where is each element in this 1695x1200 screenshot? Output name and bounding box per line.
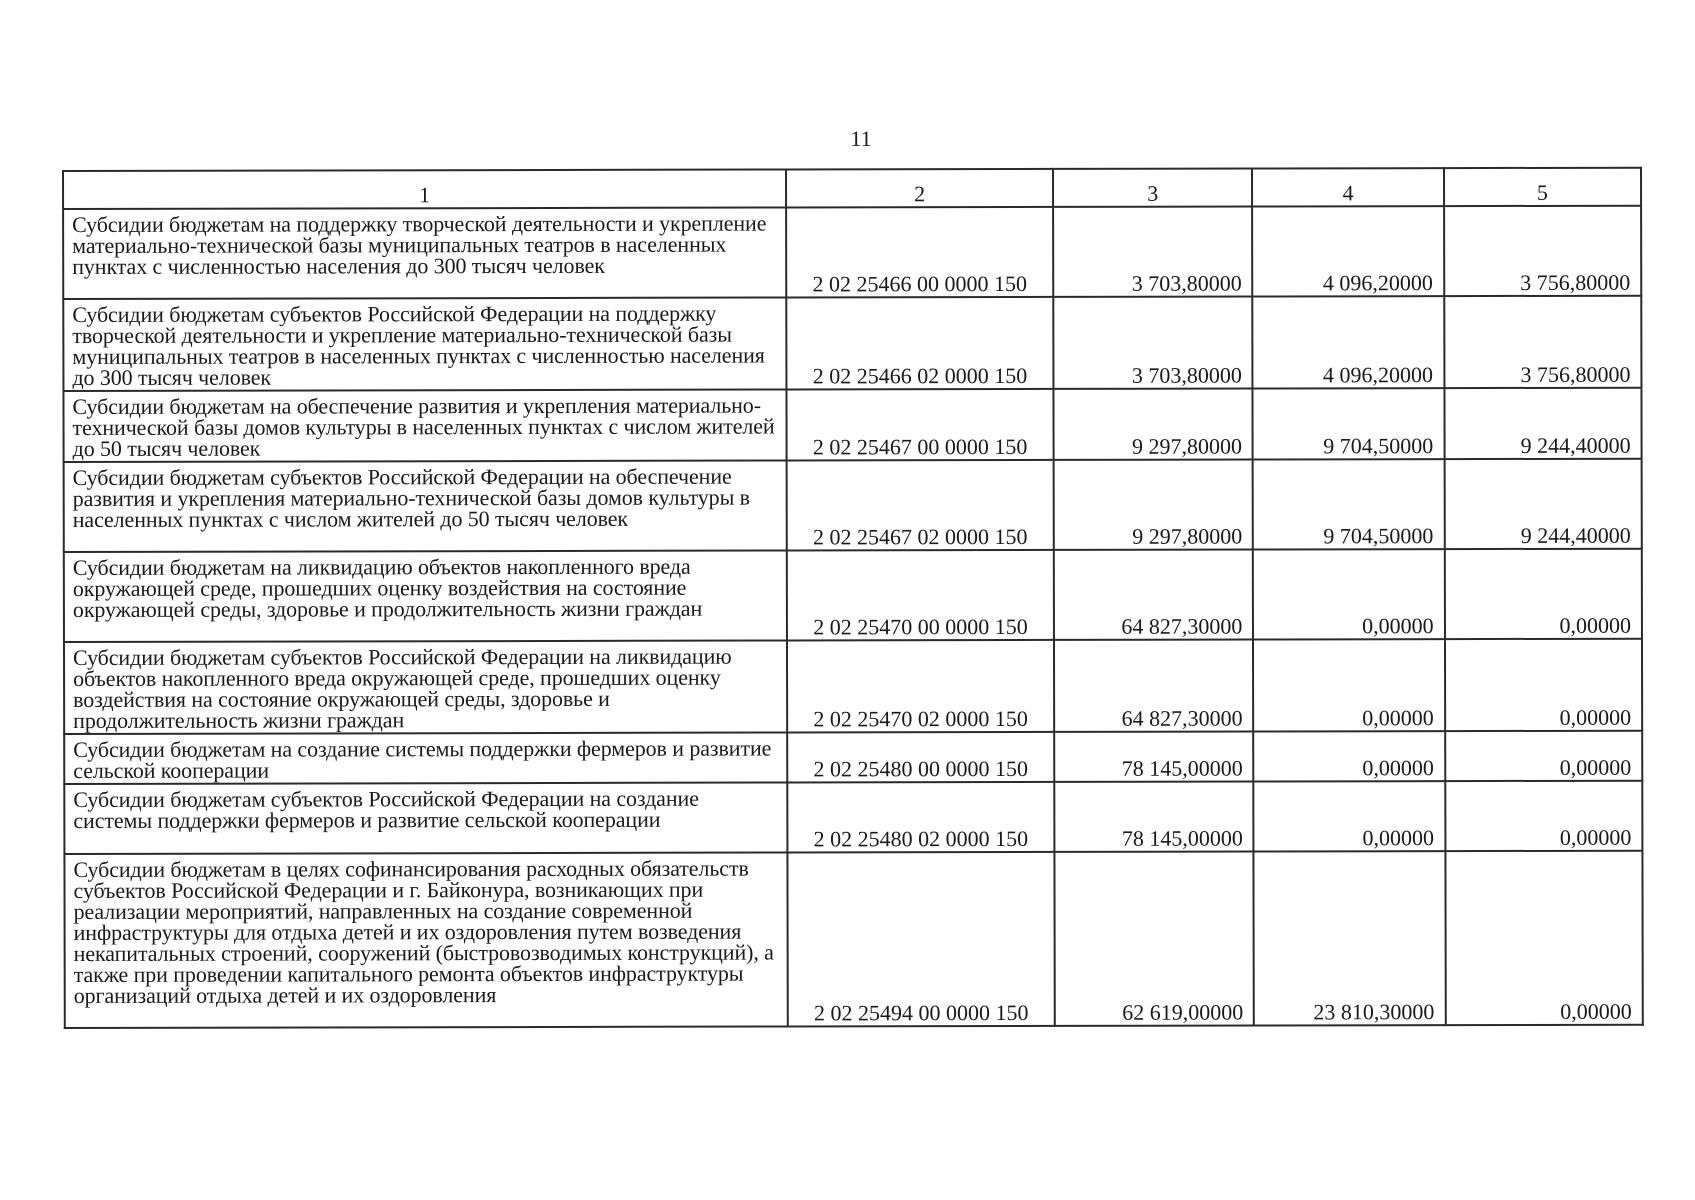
budget-code: 2 02 25467 00 0000 150 <box>786 389 1053 461</box>
amount-column-5: 0,00000 <box>1445 639 1643 731</box>
budget-code: 2 02 25466 00 0000 150 <box>786 207 1053 298</box>
amount-column-3: 9 297,80000 <box>1053 389 1253 460</box>
amount-column-4: 9 704,50000 <box>1253 459 1444 549</box>
row-description: Субсидии бюджетам субъектов Российской Федерации на обеспечение развития и укрепления материально-технической базы домов культуры в населенных пунктах с числом жителей до 50 тысяч человек <box>64 460 787 552</box>
page-number: 11 <box>850 126 872 151</box>
amount-column-5: 0,00000 <box>1445 731 1643 781</box>
budget-code: 2 02 25470 02 0000 150 <box>787 640 1054 733</box>
budget-code: 2 02 25466 02 0000 150 <box>786 297 1053 390</box>
table-row <box>63 206 1641 299</box>
column-header: 1 <box>63 169 786 209</box>
amount-column-4: 0,00000 <box>1254 781 1445 851</box>
amount-column-4: 0,00000 <box>1254 731 1445 781</box>
amount-column-5: 9 244,40000 <box>1444 388 1642 459</box>
row-description: Субсидии бюджетам на обеспечение развития и укрепления материально-технической базы домов культуры в населенных пунктах с числом жителей до 50 тысяч человек <box>63 389 786 462</box>
amount-column-4: 0,00000 <box>1253 639 1444 731</box>
table-row <box>64 731 1642 784</box>
budget-code: 2 02 25470 00 0000 150 <box>787 550 1054 641</box>
table-row <box>64 781 1642 854</box>
amount-column-5: 9 244,40000 <box>1444 459 1642 549</box>
header-row <box>63 168 1641 209</box>
amount-column-4: 4 096,20000 <box>1253 206 1444 296</box>
column-header: 4 <box>1252 168 1443 206</box>
amount-column-5: 3 756,80000 <box>1444 296 1642 388</box>
row-description: Субсидии бюджетам на ликвидацию объектов накопленного вреда окружающей среде, прошедших оценку воздействия на состояние окружающей среды, здоровье и продолжительность жизни граждан <box>64 550 787 642</box>
table-row <box>64 549 1642 642</box>
budget-code: 2 02 25480 02 0000 150 <box>787 782 1054 853</box>
row-description: Субсидии бюджетам субъектов Российской Федерации на создание системы поддержки фермеров и развитие сельской кооперации <box>64 782 787 854</box>
budget-table <box>62 167 1644 1029</box>
amount-column-5: 0,00000 <box>1445 851 1643 1025</box>
amount-column-3: 3 703,80000 <box>1053 297 1253 389</box>
amount-column-3: 9 297,80000 <box>1054 460 1254 550</box>
row-description: Субсидии бюджетам на создание системы поддержки фермеров и развитие сельской кооперации <box>64 732 787 784</box>
budget-code: 2 02 25480 00 0000 150 <box>787 732 1054 783</box>
column-header: 5 <box>1444 168 1641 206</box>
budget-code: 2 02 25467 02 0000 150 <box>787 460 1054 551</box>
amount-column-3: 62 619,00000 <box>1054 852 1254 1026</box>
amount-column-4: 0,00000 <box>1253 549 1444 639</box>
table-row <box>64 639 1642 734</box>
column-header: 2 <box>786 169 1053 208</box>
row-description: Субсидии бюджетам в целях софинансирования расходных обязательств субъектов Российской Федерации и г. Байконура, возникающих при реализации мероприятий, направленных на создание современной инфраструктуры для отдыха детей и их оздоровления путем возведения некапитальных строений, сооружений (быстровозводимых конструкций), а также при проведении капитального ремонта объектов инфраструктуры организаций отдыха детей и их оздоровления <box>64 852 787 1028</box>
amount-column-5: 3 756,80000 <box>1444 206 1642 296</box>
amount-column-4: 23 810,30000 <box>1254 851 1446 1025</box>
amount-column-3: 64 827,30000 <box>1054 640 1254 732</box>
amount-column-4: 4 096,20000 <box>1253 296 1444 388</box>
amount-column-3: 78 145,00000 <box>1054 782 1254 852</box>
amount-column-4: 9 704,50000 <box>1253 388 1444 459</box>
amount-column-3: 78 145,00000 <box>1054 732 1254 782</box>
budget-code: 2 02 25494 00 0000 150 <box>787 852 1054 1027</box>
column-header: 3 <box>1053 169 1253 207</box>
amount-column-5: 0,00000 <box>1445 781 1643 851</box>
table-row <box>63 296 1641 391</box>
row-description: Субсидии бюджетам субъектов Российской Федерации на поддержку творческой деятельности и укрепление материально-технической базы муниципальных театров в населенных пунктах с численностью населения до 300 тысяч человек <box>63 297 786 391</box>
row-description: Субсидии бюджетам субъектов Российской Федерации на ликвидацию объектов накопленного вреда окружающей среде, прошедших оценку воздействия на состояние окружающей среды, здоровье и продолжительность жизни граждан <box>64 640 787 734</box>
table-row <box>64 459 1642 552</box>
row-description: Субсидии бюджетам на поддержку творческой деятельности и укрепление материально-технической базы муниципальных театров в населенных пунктах с численностью населения до 300 тысяч человек <box>63 207 786 299</box>
amount-column-5: 0,00000 <box>1444 549 1642 639</box>
table-row <box>63 388 1641 462</box>
table-row <box>64 851 1642 1028</box>
amount-column-3: 64 827,30000 <box>1054 550 1254 640</box>
amount-column-3: 3 703,80000 <box>1053 207 1253 297</box>
